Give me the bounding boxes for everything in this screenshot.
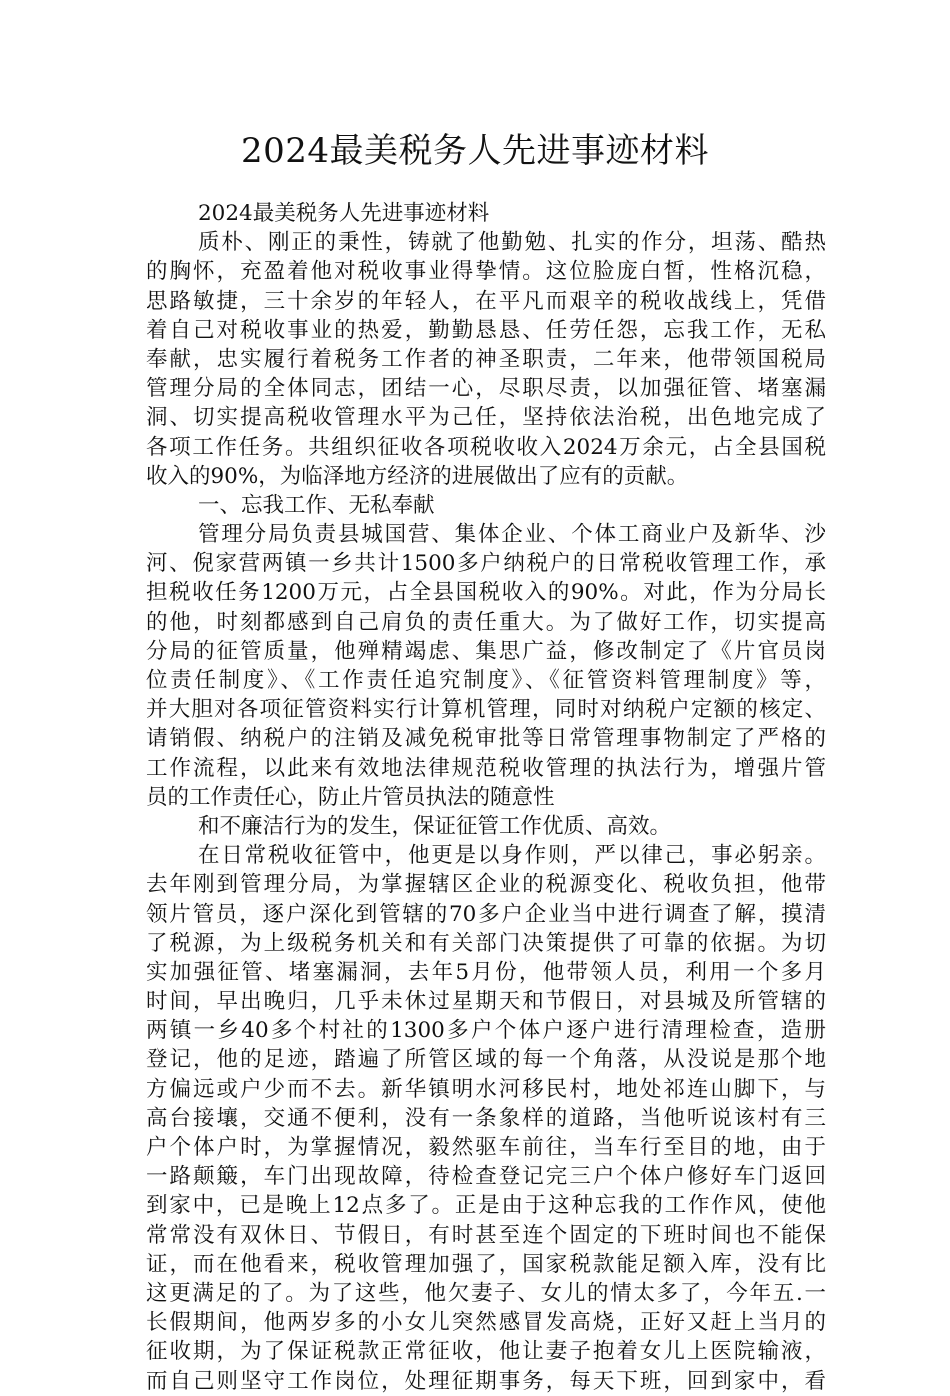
body-line: 和不廉洁行为的发生，保证征管工作优质、高效。 [198, 813, 672, 839]
body-line: 证，而在他看来，税收管理加强了，国家税款能足额入库，没有比 [146, 1251, 826, 1277]
body-line: 位责任制度》、《工作责任追究制度》、《征管资料管理制度》等， [146, 668, 826, 693]
body-line: 方偏远或户少而不去。新华镇明水河移民村，地处祁连山脚下，与 [146, 1076, 826, 1102]
body-line: 的他，时刻都感到自己肩负的责任重大。为了做好工作，切实提高 [146, 609, 826, 635]
body-line: 管理分局负责县城国营、集体企业、个体工商业户及新华、沙 [198, 522, 826, 548]
body-line: 登记，他的足迹，踏遍了所管区域的每一个角落，从没说是那个地 [146, 1047, 826, 1073]
body-line: 质朴、刚正的秉性，铸就了他勤勉、扎实的作分，坦荡、酷热 [198, 230, 826, 256]
section-heading: 一、忘我工作、无私奉献 [198, 492, 435, 518]
body-line: 户个体户时，为掌握情况，毅然驱车前往，当车行至目的地，由于 [146, 1135, 826, 1160]
body-line: 而自己则坚守工作岗位，处理征期事务，每天下班，回到家中，看 [146, 1368, 826, 1394]
body-line: 长假期间，他两岁多的小女儿突然感冒发高烧，正好又赶上当月的 [146, 1310, 826, 1336]
body-line: 员的工作责任心，防止片管员执法的随意性 [146, 784, 555, 810]
body-line: 洞、切实提高税收管理水平为己任，坚持依法治税，出色地完成了 [146, 405, 826, 431]
body-line: 河、倪家营两镇一乡共计1500多户纳税户的日常税收管理工作，承 [146, 551, 826, 577]
body-line: 奉献，忠实履行着税务工作者的神圣职责，二年来，他带领国税局 [146, 346, 826, 372]
body-line: 两镇一乡40多个村社的1300多户个体户逐户进行清理检查，造册 [146, 1018, 826, 1044]
body-line: 管理分局的全体同志，团结一心，尽职尽责，以加强征管、堵塞漏 [146, 376, 826, 402]
body-line: 实加强征管、堵塞漏洞，去年5月份，他带领人员，利用一个多月 [146, 959, 826, 985]
body-line: 在日常税收征管中，他更是以身作则，严以律己，事必躬亲。 [198, 843, 826, 869]
body-line: 这更满足的了。为了这些，他欠妻子、女儿的情太多了，今年五.一 [146, 1280, 826, 1306]
body-line: 常常没有双休日、节假日，有时甚至连个固定的下班时间也不能保 [146, 1222, 826, 1248]
body-line: 2024最美税务人先进事迹材料 [198, 201, 490, 226]
body-line: 到家中，已是晚上12点多了。正是由于这种忘我的工作作风，使他 [146, 1193, 826, 1219]
body-line: 收入的90%，为临泽地方经济的进展做出了应有的贡献。 [146, 463, 689, 489]
body-line: 征收期，为了保证税款正常征收，他让妻子抱着女儿上医院输液， [146, 1339, 826, 1365]
body-line: 高台接壤，交通不便利，没有一条象样的道路，当他听说该村有三 [146, 1105, 826, 1131]
body-line: 的胸怀，充盈着他对税收事业得挚情。这位脸庞白皙，性格沉稳， [146, 259, 826, 285]
body-line: 各项工作任务。共组织征收各项税收收入2024万余元，占全县国税 [146, 434, 826, 460]
body-line: 着自己对税收事业的热爱，勤勤恳恳、任劳任怨，忘我工作，无私 [146, 317, 826, 343]
body-line: 并大胆对各项征管资料实行计算机管理，同时对纳税户定额的核定、 [146, 697, 826, 723]
body-line: 担税收任务1200万元，占全县国税收入的90%。对此，作为分局长 [146, 580, 826, 606]
body-line: 工作流程，以此来有效地法律规范税收管理的执法行为，增强片管 [146, 755, 826, 781]
body-line: 思路敏捷，三十余岁的年轻人，在平凡而艰辛的税收战线上，凭借 [146, 288, 826, 314]
body-line: 时间，早出晚归，几乎未休过星期天和节假日，对县城及所管辖的 [146, 989, 826, 1015]
body-line: 去年刚到管理分局，为掌握辖区企业的税源变化、税收负担，他带 [146, 872, 826, 898]
document-body [146, 199, 826, 1396]
body-line: 一路颠簸，车门出现故障，待检查登记完三户个体户修好车门返回 [146, 1164, 826, 1190]
body-line: 了税源，为上级税务机关和有关部门决策提供了可靠的依据。为切 [146, 930, 826, 956]
body-line: 领片管员，逐户深化到管辖的70多户企业当中进行调查了解，摸清 [146, 901, 826, 927]
body-line: 请销假、纳税户的注销及减免税审批等日常管理事物制定了严格的 [146, 726, 826, 752]
document-title: 2024最美税务人先进事迹材料 [240, 131, 710, 171]
body-line: 分局的征管质量，他殚精竭虑、集思广益，修改制定了《片官员岗 [146, 638, 826, 664]
